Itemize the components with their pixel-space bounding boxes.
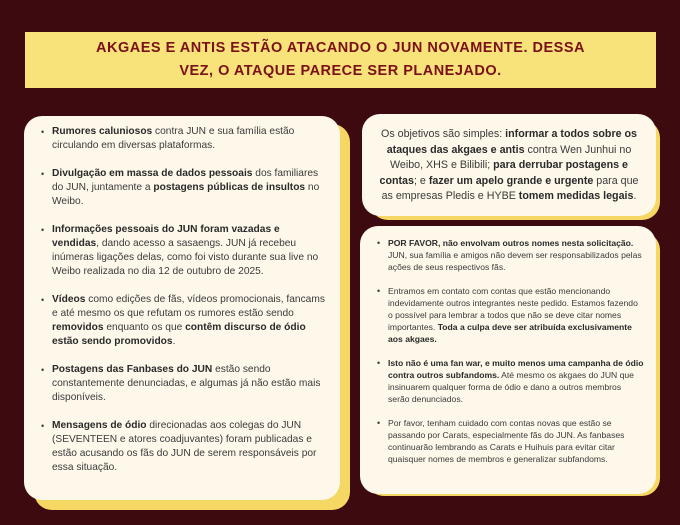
notes-list xyxy=(374,237,644,465)
list-item: • Informações pessoais do JUN foram vazadas e vendidas, dando acesso a sasaengs. JUN já recebeu inúmeras ligações delas, como foi visto durante sua live no Weibo realizada no dia 12 de outubro de 2025. xyxy=(38,223,326,279)
list-item: • Isto não é uma fan war, e muito menos uma campanha de ódio contra outros subfandoms. Até mesmo os akgaes do JUN que insinuarem qualquer forma de ódio e dano a outros membros serão denunciados. xyxy=(374,357,644,405)
headline-banner xyxy=(25,32,656,88)
list-item: • Entramos em contato com contas que estão mencionando indevidamente outros integrantes neste pedido. Estamos fazendo o possível para lembrar a todos que não se deve citar nomes importantes. Toda a culpa deve ser atribuída exclusivamente aos akgaes. xyxy=(374,285,644,345)
list-item: • POR FAVOR, não envolvam outros nomes nesta solicitação. JUN, sua família e amigos não devem ser responsabilizados pelas ações de seus respectivos fãs. xyxy=(374,237,644,273)
headline-line-1: AKGAES E ANTIS ESTÃO ATACANDO O JUN NOVAMENTE. DESSA xyxy=(96,40,585,56)
objectives-card: Os objetivos são simples: informar a todos sobre os ataques das akgaes e antis contra Wen Junhui no Weibo, XHS e Bilibili; para derrubar postagens e contas; e fazer um apelo grande e urgente para que as empresas Pledis e HYBE tomem medidas legais. xyxy=(362,114,656,216)
notes-card xyxy=(360,226,656,494)
list-item: • Divulgação em massa de dados pessoais dos familiares do JUN, juntamente a postagens públicas de insultos no Weibo. xyxy=(38,167,326,209)
attacks-list xyxy=(38,125,326,475)
list-item: • Postagens das Fanbases do JUN estão sendo constantemente denunciadas, e algumas já não estão mais disponíveis. xyxy=(38,363,326,405)
list-item: • Por favor, tenham cuidado com contas novas que estão se passando por Carats, especialmente fãs do JUN. As fanbases continuarão lembrando as Carats e Huihuis para evitar citar quaisquer nomes de membros e generalizar subfandoms. xyxy=(374,417,644,465)
list-item: • Vídeos como edições de fãs, vídeos promocionais, fancams e até mesmo os que refutam os rumores estão sendo removidos enquanto os que contêm discurso de ódio estão sendo promovidos. xyxy=(38,293,326,349)
attacks-list-card xyxy=(24,116,340,500)
headline-line-2: VEZ, O ATAQUE PARECE SER PLANEJADO. xyxy=(179,63,502,79)
list-item: • Rumores caluniosos contra JUN e sua família estão circulando em diversas plataformas. xyxy=(38,125,326,153)
list-item: • Mensagens de ódio direcionadas aos colegas do JUN (SEVENTEEN e atores coadjuvantes) foram publicadas e estão acusando os fãs do JUN de serem responsáveis por essa situação. xyxy=(38,419,326,475)
